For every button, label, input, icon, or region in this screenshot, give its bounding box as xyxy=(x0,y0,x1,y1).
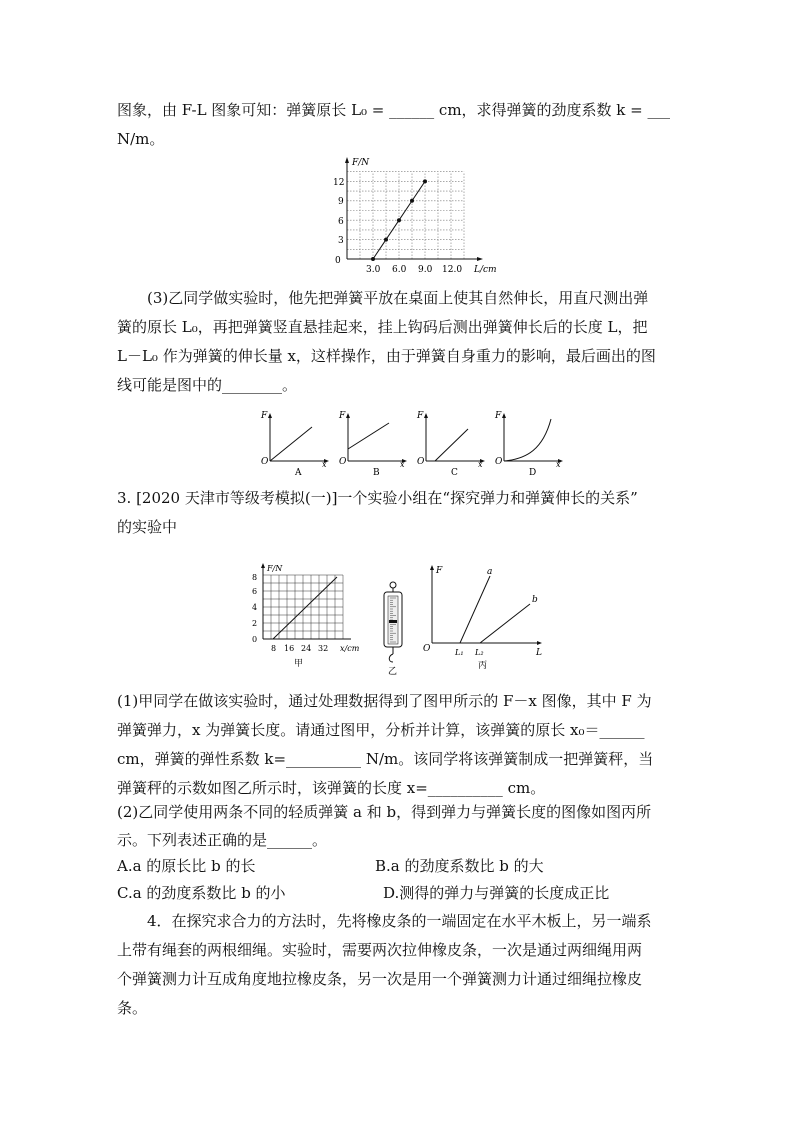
option-b: B.a 的劲度系数比 b 的大 xyxy=(375,857,544,875)
y-axis-label: F/N xyxy=(267,564,283,573)
graph-c xyxy=(416,411,485,478)
data-point xyxy=(371,257,375,261)
text-line: 示。下列表述正确的是______。 xyxy=(117,831,328,849)
y-tick-label: 9 xyxy=(338,197,344,207)
pointer xyxy=(389,620,397,623)
x-tick-label: 6.0 xyxy=(392,265,407,275)
data-point xyxy=(410,199,414,203)
text-line: 条。 xyxy=(117,999,148,1017)
y-axis-arrow xyxy=(345,157,349,163)
svg-text:L₂: L₂ xyxy=(475,648,484,657)
svg-text:O: O xyxy=(495,457,503,467)
y-tick-label: 0 xyxy=(335,256,341,266)
text-line: cm，弹簧的弹性系数 k=__________ N/m。该同学将该弹簧制成一把弹簧秤，当 xyxy=(117,750,654,768)
data-point xyxy=(423,179,427,183)
text-line: (2)乙同学使用两条不同的轻质弹簧 a 和 b，得到弹力与弹簧长度的图像如图丙所 xyxy=(117,803,652,821)
x-axis-label: L/cm xyxy=(474,265,497,275)
y-axis-label: F/N xyxy=(352,158,370,168)
text-line: 上带有绳套的两根细绳。实验时，需要两次拉伸橡皮条，一次是通过两细绳用两 xyxy=(117,941,643,959)
svg-text:L: L xyxy=(536,648,542,658)
bing-graph xyxy=(420,562,550,677)
svg-text:O: O xyxy=(417,457,425,467)
graph-curve xyxy=(504,419,551,461)
text-line: 个弹簧测力计互成角度地拉橡皮条，另一次是用一个弹簧测力计通过细绳拉橡皮 xyxy=(117,970,643,988)
chart-grid xyxy=(347,172,464,259)
y-tick-label: 6 xyxy=(338,217,344,227)
line-b xyxy=(480,604,530,643)
svg-text:O: O xyxy=(339,457,347,467)
svg-text:B: B xyxy=(373,468,380,478)
svg-text:O: O xyxy=(261,457,269,467)
caption-bing: 丙 xyxy=(478,661,488,671)
option-c: C.a 的劲度系数比 b 的小 xyxy=(117,884,286,902)
svg-text:D: D xyxy=(529,468,537,478)
svg-text:6: 6 xyxy=(252,587,258,596)
jia-chart xyxy=(245,562,365,677)
svg-text:8: 8 xyxy=(271,644,277,653)
svg-text:F: F xyxy=(339,411,346,421)
svg-text:F: F xyxy=(436,566,443,576)
svg-text:4: 4 xyxy=(252,603,258,612)
data-point xyxy=(397,218,401,222)
graph-d xyxy=(494,411,563,478)
data-point xyxy=(384,238,388,242)
svg-text:0: 0 xyxy=(252,635,258,644)
caption-jia: 甲 xyxy=(294,659,304,669)
graph-line xyxy=(435,429,468,461)
svg-text:x: x xyxy=(400,460,405,469)
text-line: 弹簧秤的示数如图乙所示时，该弹簧的长度 x=__________ cm。 xyxy=(117,779,546,797)
svg-text:2: 2 xyxy=(252,619,258,628)
line-a xyxy=(460,576,490,643)
svg-text:a: a xyxy=(487,567,493,577)
svg-text:F: F xyxy=(261,411,268,421)
svg-text:F: F xyxy=(495,411,502,421)
graph-a xyxy=(260,411,329,478)
text-line: 簧的原长 L₀，再把弹簧竖直悬挂起来，挂上钩码后测出弹簧伸长后的长度 L，把 xyxy=(117,318,648,336)
svg-text:b: b xyxy=(532,595,538,605)
svg-text:x: x xyxy=(556,460,561,469)
svg-text:x: x xyxy=(322,460,327,469)
svg-text:24: 24 xyxy=(301,644,312,653)
text-line: 线可能是图中的________。 xyxy=(117,376,298,394)
y-tick-label: 12 xyxy=(333,178,345,188)
text-line: (1)甲同学在做该实验时，通过处理数据得到了图甲所示的 F－x 图像，其中 F 为 xyxy=(117,692,652,710)
y-tick-label: 3 xyxy=(338,236,344,246)
x-tick-label: 12.0 xyxy=(442,265,463,275)
graph-line xyxy=(348,423,389,449)
graph-line xyxy=(270,427,312,461)
x-axis-arrow xyxy=(477,257,483,261)
text-line: N/m。 xyxy=(117,130,165,148)
svg-text:x: x xyxy=(478,460,483,469)
graph-line xyxy=(273,577,337,639)
svg-text:O: O xyxy=(423,644,431,654)
chart-grid xyxy=(263,575,343,639)
option-a: A.a 的原长比 b 的长 xyxy=(117,857,256,875)
option-graphs xyxy=(255,405,570,480)
x-tick-label: 3.0 xyxy=(366,265,381,275)
x-tick-label: 9.0 xyxy=(418,265,433,275)
svg-text:F: F xyxy=(417,411,424,421)
option-d: D.测得的弹力与弹簧的长度成正比 xyxy=(383,884,610,902)
text-line: 3. [2020 天津市等级考模拟(一)]一个实验小组在“探究弹力和弹簧伸长的关系” xyxy=(117,489,638,507)
spring-scale xyxy=(378,580,408,678)
fl-chart xyxy=(330,155,500,280)
text-line: (3)乙同学做实验时，他先把弹簧平放在桌面上使其自然伸长，用直尺测出弹 xyxy=(147,289,649,307)
text-line: 图象，由 F-L 图象可知：弹簧原长 L₀ = ______ cm，求得弹簧的劲度系数 k = ___ xyxy=(117,101,671,119)
svg-text:32: 32 xyxy=(318,644,329,653)
graph-b xyxy=(338,411,407,478)
x-axis-label: x/cm xyxy=(340,644,360,653)
svg-text:16: 16 xyxy=(284,644,295,653)
svg-text:8: 8 xyxy=(252,573,258,582)
text-line: 弹簧弹力，x 为弹簧长度。请通过图甲，分析并计算，该弹簧的原长 x₀＝______ xyxy=(117,721,645,739)
svg-text:C: C xyxy=(451,468,458,478)
svg-text:A: A xyxy=(295,468,302,478)
text-line: 的实验中 xyxy=(117,518,178,536)
svg-text:L₁: L₁ xyxy=(455,648,464,657)
text-line: 4．在探究求合力的方法时，先将橡皮条的一端固定在水平木板上，另一端系 xyxy=(147,912,652,930)
text-line: L－L₀ 作为弹簧的伸长量 x，这样操作，由于弹簧自身重力的影响，最后画出的图 xyxy=(117,347,656,365)
caption-yi: 乙 xyxy=(388,667,398,677)
